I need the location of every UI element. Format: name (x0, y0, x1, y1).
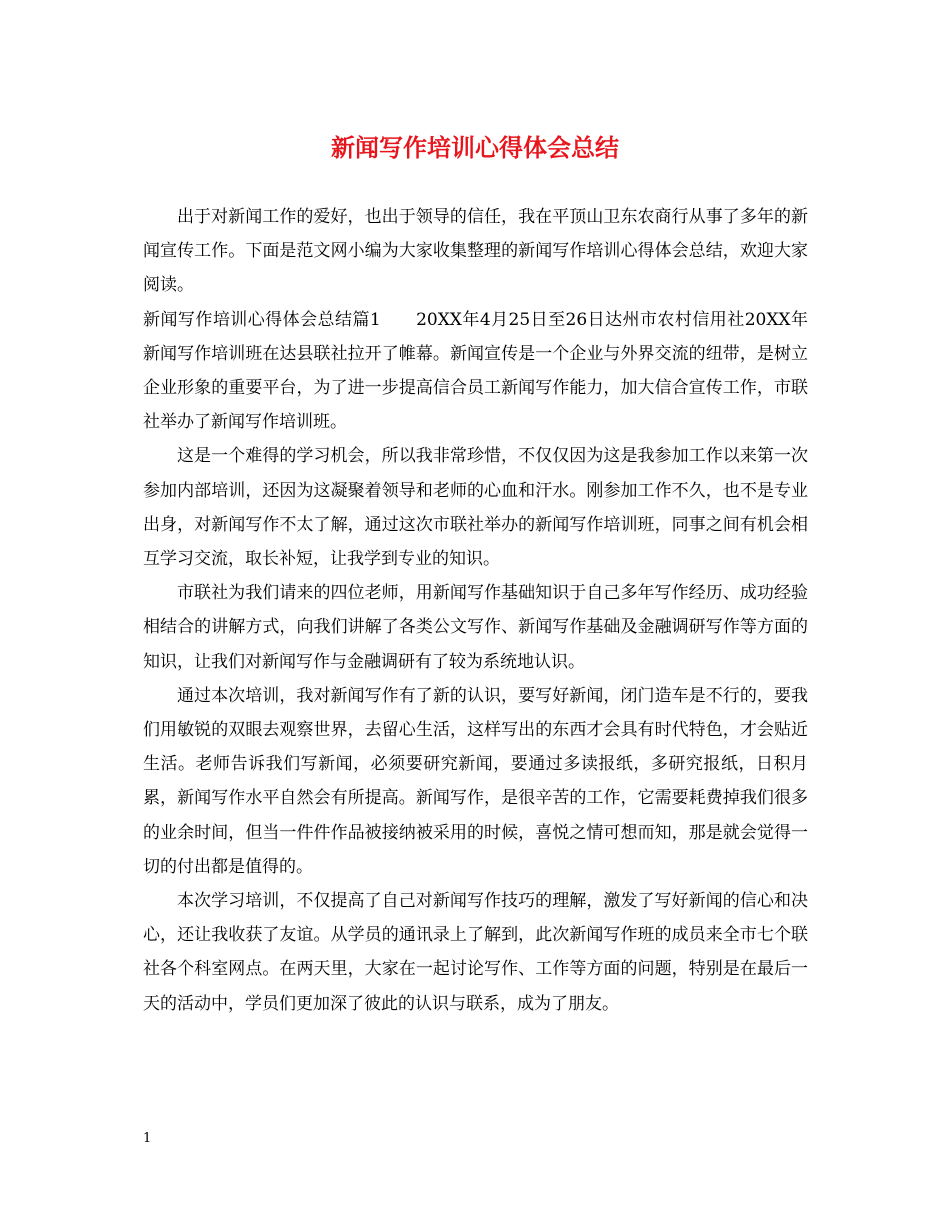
paragraph: 出于对新闻工作的爱好，也出于领导的信任，我在平顶山卫东农商行从事了多年的新闻宣传工作。下面是范文网小编为大家收集整理的新闻写作培训心得体会总结，欢迎大家阅读。 (143, 207, 808, 296)
paragraph: 市联社为我们请来的四位老师，用新闻写作基础知识于自己多年写作经历、成功经验相结合的讲解方式，向我们讲解了各类公文写作、新闻写作基础及金融调研写作等方面的知识，让我们对新闻写作与金融调研有了较为系统地认识。 (143, 583, 808, 672)
document-title: 新闻写作培训心得体会总结 (331, 133, 619, 162)
paragraph: 新闻写作培训心得体会总结篇1 20XX年4月25日至26日达州市农村信用社20XX年新闻写作培训班在达县联社拉开了帷幕。新闻宣传是一个企业与外界交流的纽带，是树立企业形象的重要平台，为了进一步提高信合员工新闻写作能力，加大信合宣传工作，市联社举办了新闻写作培训班。 (143, 309, 808, 433)
paragraph: 本次学习培训，不仅提高了自己对新闻写作技巧的理解，激发了写好新闻的信心和决心，还让我收获了友谊。从学员的通讯录上了解到，此次新闻写作班的成员来全市七个联社各个科室网点。在两天里，大家在一起讨论写作、工作等方面的问题，特别是在最后一天的活动中，学员们更加深了彼此的认识与联系，成为了朋友。 (143, 891, 808, 1014)
paragraph: 通过本次培训，我对新闻写作有了新的认识，要写好新闻，闭门造车是不行的，要我们用敏锐的双眼去观察世界，去留心生活，这样写出的东西才会具有时代特色，才会贴近生活。老师告诉我们写新闻，必须要研究新闻，要通过多读报纸，多研究报纸，日积月累，新闻写作水平自然会有所提高。新闻写作，是很辛苦的工作，它需要耗费掉我们很多的业余时间，但当一件件作品被接纳被采用的时候，喜悦之情可想而知，那是就会觉得一切的付出都是值得的。 (143, 685, 808, 877)
document-body (143, 200, 808, 1021)
page-number: 1 (143, 1131, 152, 1146)
paragraph: 这是一个难得的学习机会，所以我非常珍惜，不仅仅因为这是我参加工作以来第一次参加内部培训，还因为这凝聚着领导和老师的心血和汗水。刚参加工作不久，也不是专业出身，对新闻写作不太了解，通过这次市联社举办的新闻写作培训班，同事之间有机会相互学习交流，取长补短，让我学到专业的知识。 (143, 446, 808, 570)
